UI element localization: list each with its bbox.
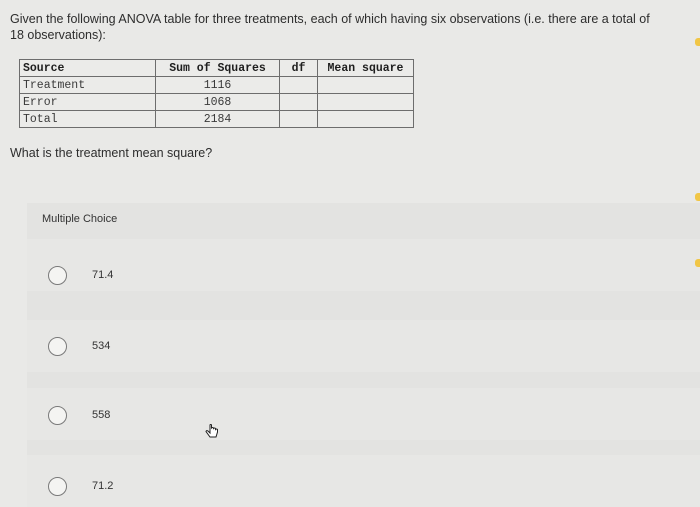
radio-button[interactable] (48, 406, 67, 425)
table-row (20, 77, 414, 94)
table-row (20, 111, 414, 128)
cell-df (280, 111, 318, 128)
hand-pointer-icon (204, 424, 220, 440)
radio-button[interactable] (48, 266, 67, 285)
option-534[interactable] (48, 333, 348, 359)
option-label: 71.2 (92, 480, 114, 492)
table-row (20, 94, 414, 111)
highlight-marker (695, 38, 700, 46)
cell-ms (318, 77, 414, 94)
cell-source: Total (20, 111, 156, 128)
cell-ms (318, 94, 414, 111)
cell-source: Treatment (20, 77, 156, 94)
anova-table (19, 59, 414, 128)
header-sum-of-squares: Sum of Squares (156, 60, 280, 77)
header-df: df (280, 60, 318, 77)
multiple-choice-title: Multiple Choice (42, 213, 118, 225)
cell-source: Error (20, 94, 156, 111)
cell-ms (318, 111, 414, 128)
question-prompt: What is the treatment mean square? (10, 146, 213, 160)
option-558[interactable] (48, 402, 348, 428)
cell-df (280, 94, 318, 111)
radio-button[interactable] (48, 477, 67, 496)
option-71-4[interactable] (48, 262, 348, 288)
header-source: Source (20, 60, 156, 77)
cell-ss: 2184 (156, 111, 280, 128)
table-header-row (20, 60, 414, 77)
highlight-marker (695, 193, 700, 201)
option-label: 71.4 (92, 269, 114, 281)
question-text: Given the following ANOVA table for three treatments, each of which having six observations (i.e. there are a total of 18 observations): (10, 12, 650, 42)
option-71-2[interactable] (48, 473, 348, 499)
cell-df (280, 77, 318, 94)
option-label: 558 (92, 409, 111, 421)
cell-ss: 1116 (156, 77, 280, 94)
cell-ss: 1068 (156, 94, 280, 111)
highlight-marker (695, 259, 700, 267)
radio-button[interactable] (48, 337, 67, 356)
option-label: 534 (92, 340, 111, 352)
header-mean-square: Mean square (318, 60, 414, 77)
